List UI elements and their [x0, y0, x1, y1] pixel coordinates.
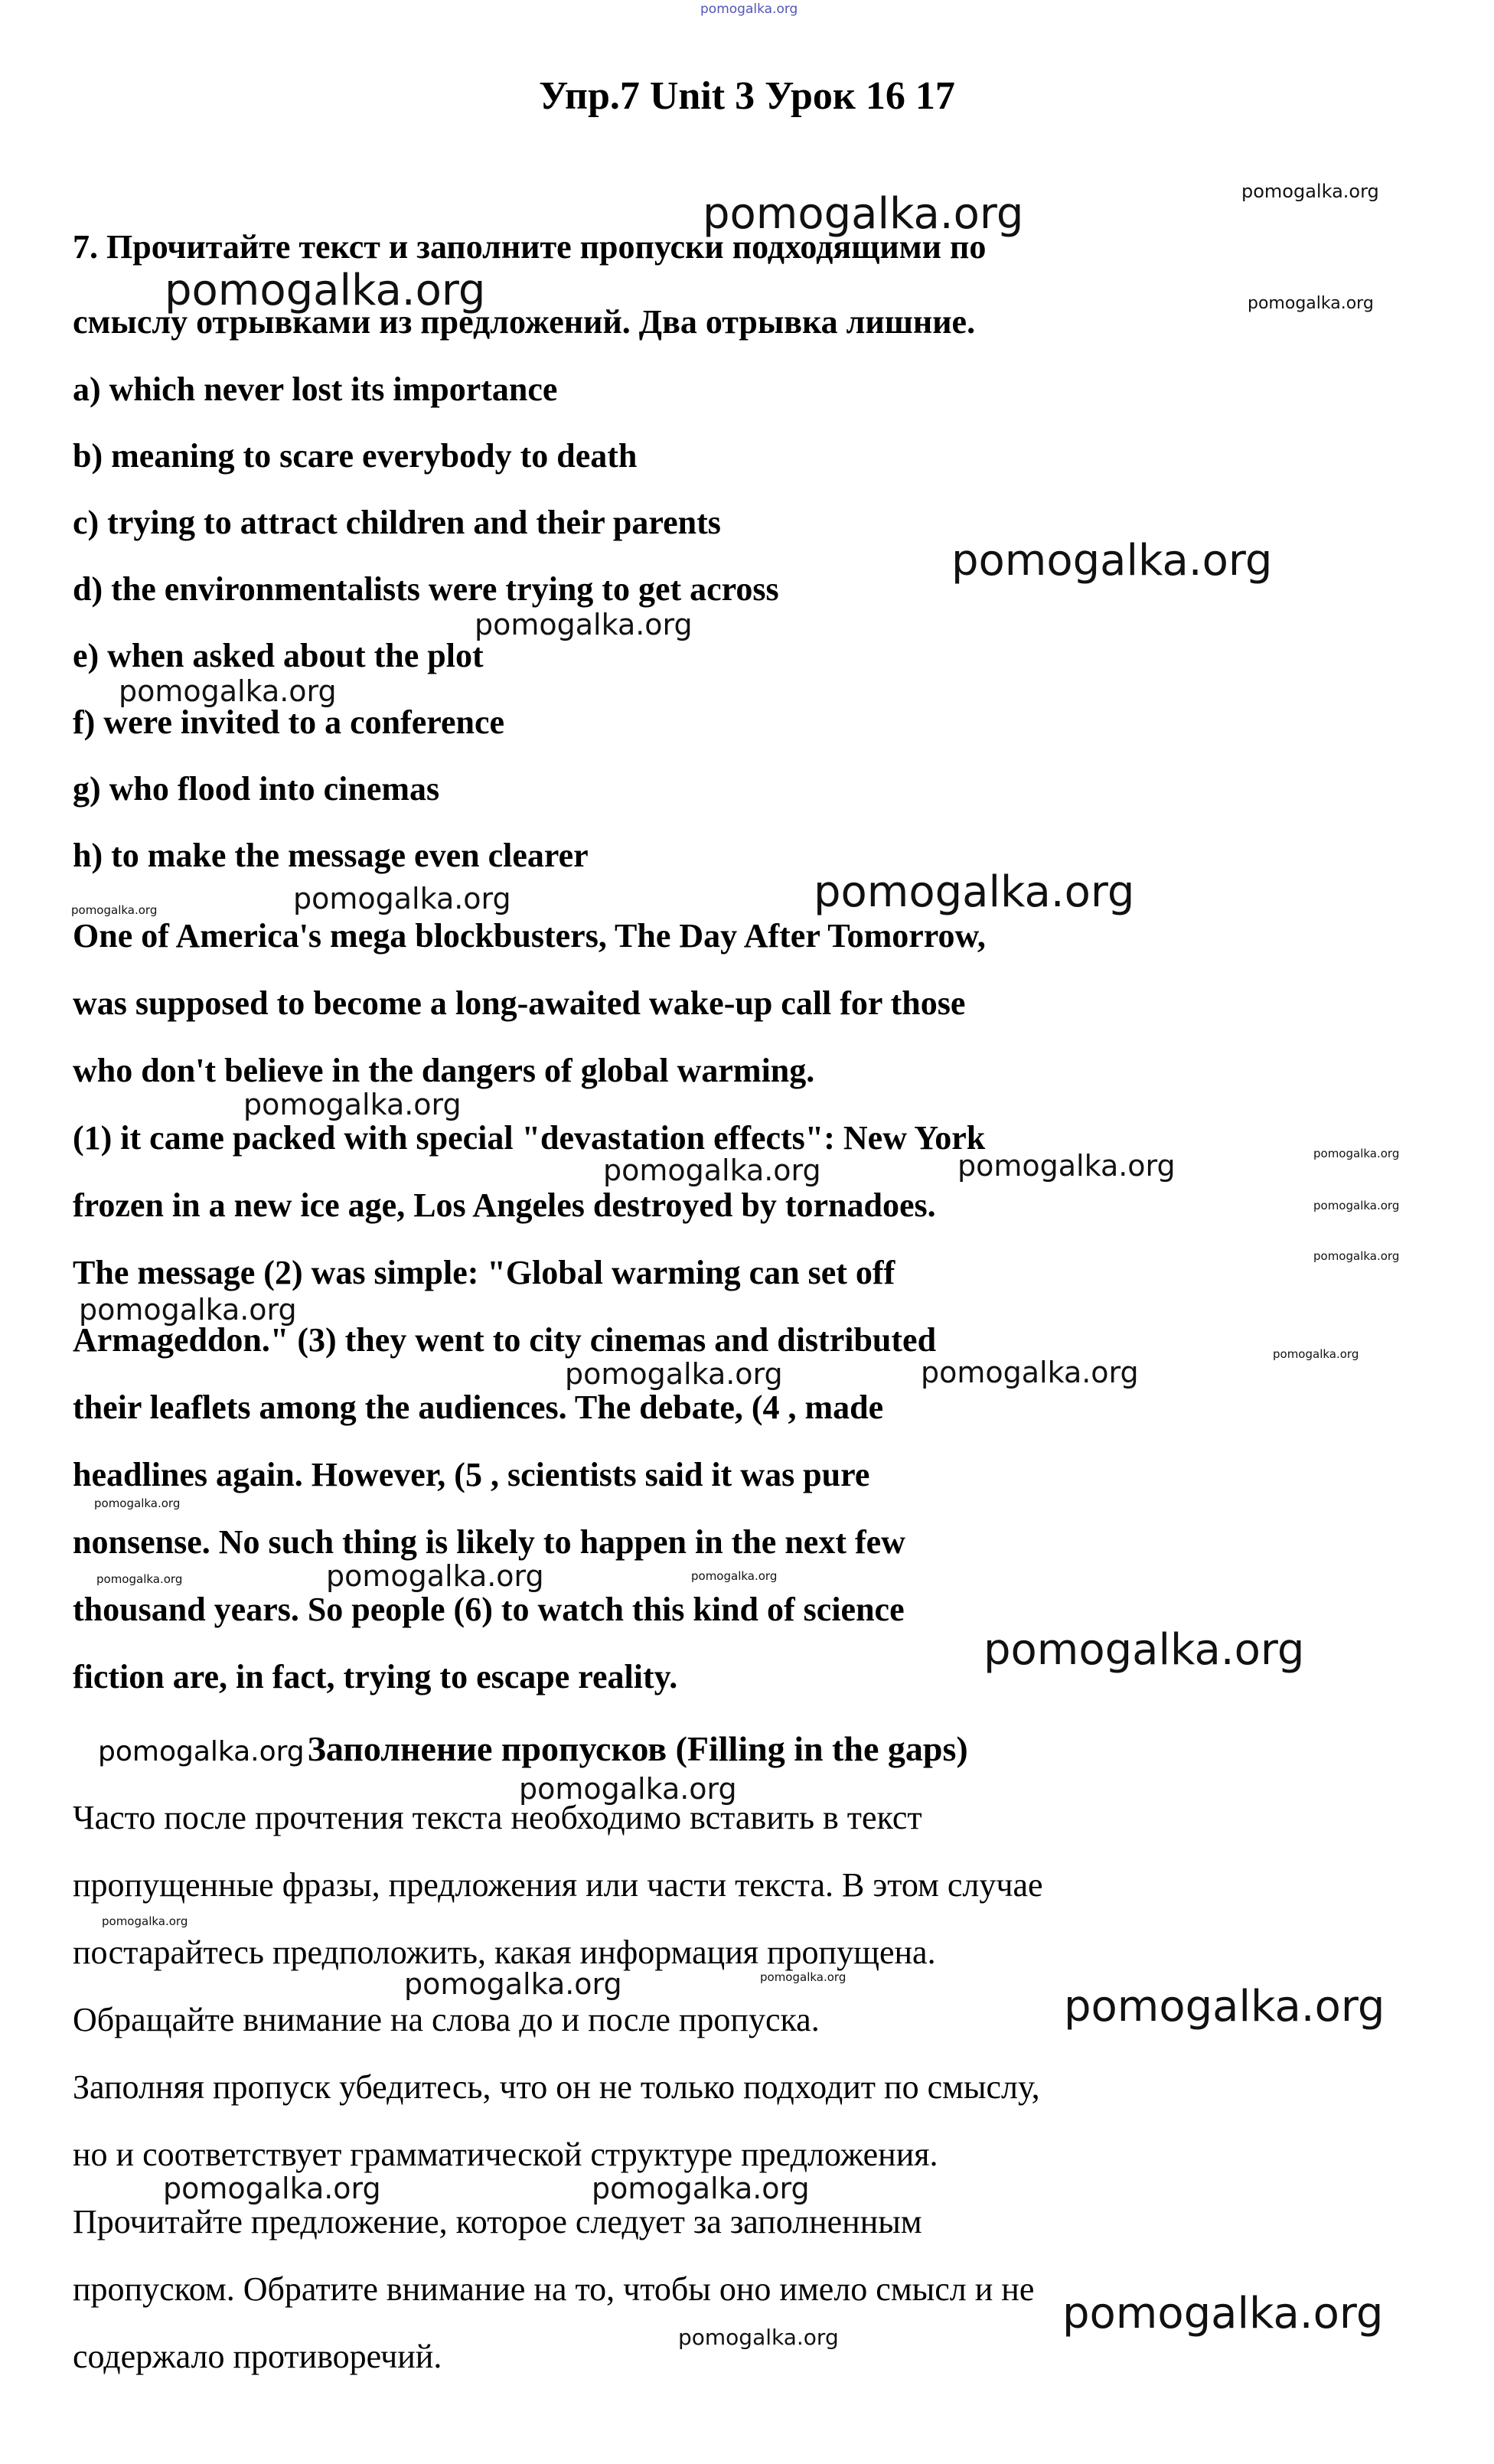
passage-line: was supposed to become a long-awaited wake-up call for those: [73, 984, 966, 1022]
watermark-stamp: pomogalka.org: [1313, 1199, 1400, 1212]
watermark-stamp: pomogalka.org: [519, 1772, 737, 1806]
option-line: e) when asked about the plot: [73, 637, 484, 674]
passage-line: who don't believe in the dangers of global warming.: [73, 1052, 815, 1089]
passage-line: Armageddon." (3) they went to city cinemas and distributed: [73, 1321, 937, 1359]
option-line: h) to make the message even clearer: [73, 837, 589, 874]
watermark-stamp: pomogalka.org: [957, 1149, 1176, 1183]
tip-line: но и соответствует грамматической структуре предложения.: [73, 2136, 938, 2173]
task-intro-line: смыслу отрывками из предложений. Два отрывка лишние.: [73, 303, 976, 341]
watermark-stamp: pomogalka.org: [603, 1154, 821, 1187]
tip-line: Обращайте внимание на слова до и после пропуска.: [73, 2001, 820, 2038]
watermark-stamp: pomogalka.org: [814, 867, 1135, 917]
watermark-stamp: pomogalka.org: [1241, 181, 1379, 202]
watermark-stamp: pomogalka.org: [326, 1559, 544, 1593]
tip-line: пропуском. Обратите внимание на то, чтобы оно имело смысл и не: [73, 2270, 1035, 2308]
option-line: c) trying to attract children and their parents: [73, 504, 721, 541]
option-line: g) who flood into cinemas: [73, 770, 440, 808]
tip-line: Заполняя пропуск убедитесь, что он не только подходит по смыслу,: [73, 2068, 1040, 2106]
passage-line: One of America's mega blockbusters, The Day After Tomorrow,: [73, 917, 986, 955]
watermark-stamp: pomogalka.org: [102, 1914, 188, 1928]
watermark-stamp: pomogalka.org: [243, 1088, 462, 1121]
passage-line: their leaflets among the audiences. The debate, (4 , made: [73, 1389, 884, 1426]
tip-line: пропущенные фразы, предложения или части текста. В этом случае: [73, 1866, 1043, 1904]
option-line: b) meaning to scare everybody to death: [73, 437, 638, 475]
tip-line: Часто после прочтения текста необходимо вставить в текст: [73, 1799, 922, 1836]
watermark-stamp: pomogalka.org: [1248, 294, 1374, 313]
watermark-stamp: pomogalka.org: [475, 608, 693, 641]
watermark-stamp: pomogalka.org: [79, 1293, 297, 1327]
watermark-stamp: pomogalka.org: [94, 1496, 181, 1510]
option-line: d) the environmentalists were trying to get across: [73, 570, 779, 608]
watermark-stamp: pomogalka.org: [760, 1970, 846, 1984]
tip-line: Прочитайте предложение, которое следует за заполненным: [73, 2203, 922, 2240]
watermark-stamp: pomogalka.org: [1313, 1147, 1400, 1160]
watermark-stamp: pomogalka.org: [565, 1357, 783, 1391]
watermark-stamp: pomogalka.org: [1313, 1249, 1400, 1263]
passage-line: (1) it came packed with special "devastation effects": New York: [73, 1119, 986, 1157]
option-line: a) which never lost its importance: [73, 370, 558, 408]
watermark-stamp: pomogalka.org: [163, 2172, 381, 2205]
watermark-stamp: pomogalka.org: [404, 1967, 622, 2001]
passage-line: frozen in a new ice age, Los Angeles destroyed by tornadoes.: [73, 1186, 936, 1224]
section-heading: Заполнение пропусков (Filling in the gaps): [307, 1729, 968, 1768]
watermark-stamp: pomogalka.org: [951, 536, 1273, 586]
passage-line: fiction are, in fact, trying to escape reality.: [73, 1658, 678, 1695]
watermark-stamp: pomogalka.org: [592, 2172, 810, 2205]
watermark-stamp: pomogalka.org: [1062, 2289, 1384, 2338]
passage-line: headlines again. However, (5 , scientists said it was pure: [73, 1456, 870, 1493]
watermark-stamp: pomogalka.org: [678, 2325, 839, 2350]
tip-line: постарайтесь предположить, какая информация пропущена.: [73, 1934, 936, 1971]
watermark-stamp: pomogalka.org: [1273, 1347, 1359, 1361]
watermark-stamp: pomogalka.org: [691, 1569, 778, 1583]
watermark-stamp: pomogalka.org: [98, 1736, 305, 1767]
watermark-stamp: pomogalka.org: [1064, 1982, 1385, 2032]
tip-line: содержало противоречий.: [73, 2338, 442, 2375]
watermark-stamp: pomogalka.org: [921, 1356, 1139, 1389]
watermark-stamp: pomogalka.org: [293, 882, 511, 915]
page-title: Упр.7 Unit 3 Урок 16 17: [539, 74, 955, 118]
task-intro-line: 7. Прочитайте текст и заполните пропуски подходящими по: [73, 228, 987, 266]
watermark-stamp: pomogalka.org: [983, 1625, 1305, 1675]
option-line: f) were invited to a conference: [73, 703, 505, 741]
passage-line: thousand years. So people (6) to watch this kind of science: [73, 1591, 905, 1628]
watermark-stamp: pomogalka.org: [96, 1572, 183, 1586]
watermark-stamp: pomogalka.org: [700, 2, 798, 17]
passage-line: The message (2) was simple: "Global warming can set off: [73, 1254, 895, 1291]
passage-line: nonsense. No such thing is likely to happen in the next few: [73, 1523, 905, 1561]
watermark-stamp: pomogalka.org: [71, 903, 158, 917]
watermark-stamp: pomogalka.org: [165, 266, 486, 315]
watermark-stamp: pomogalka.org: [119, 674, 337, 708]
watermark-stamp: pomogalka.org: [703, 189, 1024, 239]
